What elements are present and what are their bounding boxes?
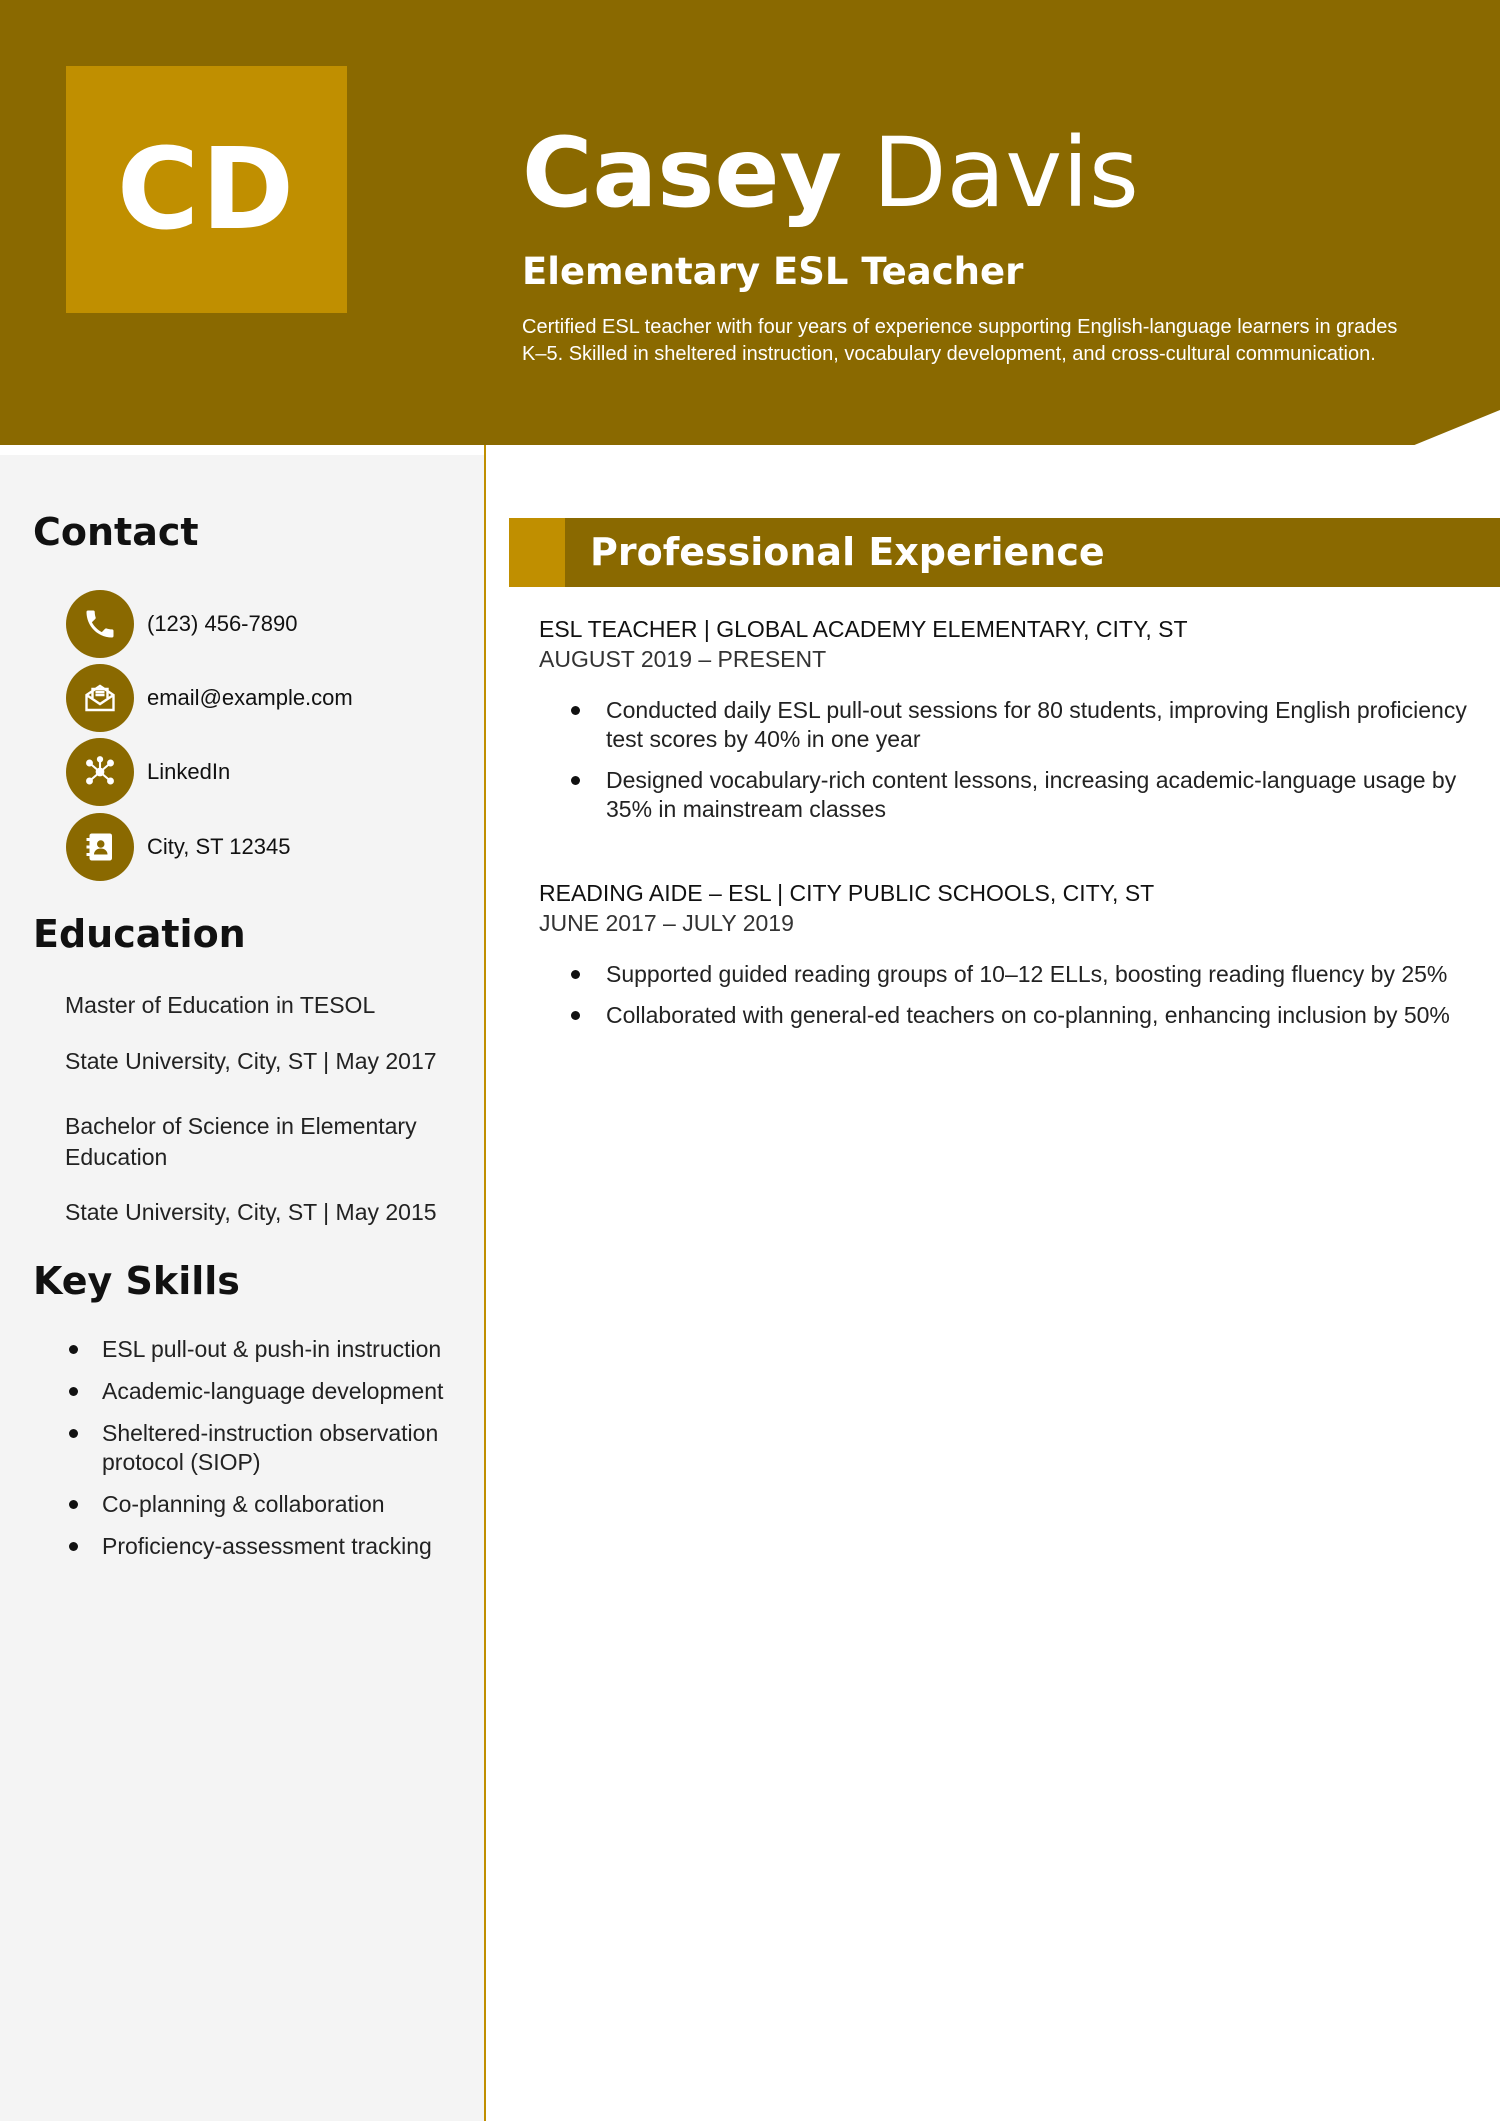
contact-linkedin[interactable] bbox=[66, 738, 230, 806]
contact-address bbox=[66, 813, 290, 881]
contact-linkedin-text: LinkedIn bbox=[147, 759, 231, 784]
header-banner bbox=[0, 0, 1500, 445]
column-divider bbox=[484, 445, 486, 2121]
contact-email-text: email@example.com bbox=[147, 685, 353, 710]
contact-phone-text: (123) 456-7890 bbox=[147, 611, 298, 636]
phone-icon bbox=[66, 590, 134, 658]
summary-text: Certified ESL teacher with four years of experience supporting English-language learners in grades K–5. Skilled in sheltered instruction, vocabulary development, and cross-cultural communication. bbox=[522, 316, 1398, 365]
job-bullet: Conducted daily ESL pull-out sessions for 80 students, improving English proficiency test scores by 40% in one year bbox=[539, 696, 1479, 754]
job-bullet: Designed vocabulary-rich content lessons, increasing academic-language usage by 35% in mainstream classes bbox=[539, 766, 1479, 824]
skill-item: Academic-language development bbox=[50, 1377, 470, 1406]
address-book-icon bbox=[66, 813, 134, 881]
skill-item: Proficiency-assessment tracking bbox=[50, 1532, 470, 1561]
contact-address-text: City, ST 12345 bbox=[147, 834, 291, 859]
education-heading: Education bbox=[33, 912, 246, 956]
network-icon bbox=[66, 738, 134, 806]
experience-section-bar bbox=[509, 518, 1500, 587]
job-dates: JUNE 2017 – JULY 2019 bbox=[539, 910, 794, 936]
job-heading: ESL TEACHER | GLOBAL ACADEMY ELEMENTARY, CITY, ST bbox=[539, 616, 1188, 642]
education-degree-2: Bachelor of Science in Elementary Education bbox=[65, 1113, 417, 1170]
job-entry-2 bbox=[539, 878, 1479, 1042]
job-dates: AUGUST 2019 – PRESENT bbox=[539, 646, 827, 672]
job-bullet: Supported guided reading groups of 10–12 ELLs, boosting reading fluency by 25% bbox=[539, 960, 1479, 989]
candidate-name bbox=[522, 118, 1139, 228]
header-corner-notch bbox=[1412, 410, 1500, 446]
contact-phone bbox=[66, 590, 297, 658]
job-entry-1 bbox=[539, 614, 1479, 836]
skill-item: ESL pull-out & push-in instruction bbox=[50, 1335, 470, 1364]
experience-heading: Professional Experience bbox=[590, 530, 1105, 574]
skill-item: Co-planning & collaboration bbox=[50, 1490, 470, 1519]
last-name: Davis bbox=[872, 117, 1139, 229]
first-name: Casey bbox=[522, 117, 843, 229]
job-bullet: Collaborated with general-ed teachers on co-planning, enhancing inclusion by 50% bbox=[539, 1001, 1479, 1030]
section-accent-block bbox=[509, 518, 565, 587]
education-degree-1: Master of Education in TESOL bbox=[65, 992, 376, 1018]
job-bullets bbox=[539, 696, 1479, 824]
envelope-icon bbox=[66, 664, 134, 732]
monogram-text: CD bbox=[116, 124, 297, 255]
job-heading: READING AIDE – ESL | CITY PUBLIC SCHOOLS, CITY, ST bbox=[539, 880, 1155, 906]
job-title: Elementary ESL Teacher bbox=[522, 250, 1024, 293]
education-details-1: State University, City, ST | May 2017 bbox=[65, 1048, 437, 1074]
education-details-2: State University, City, ST | May 2015 bbox=[65, 1199, 437, 1225]
skill-item: Sheltered-instruction observation protocol (SIOP) bbox=[50, 1419, 470, 1477]
monogram-badge bbox=[66, 66, 347, 313]
skills-list bbox=[50, 1335, 470, 1574]
job-bullets bbox=[539, 960, 1479, 1030]
skills-heading: Key Skills bbox=[33, 1259, 240, 1303]
contact-email[interactable] bbox=[66, 664, 353, 732]
contact-heading: Contact bbox=[33, 510, 199, 554]
